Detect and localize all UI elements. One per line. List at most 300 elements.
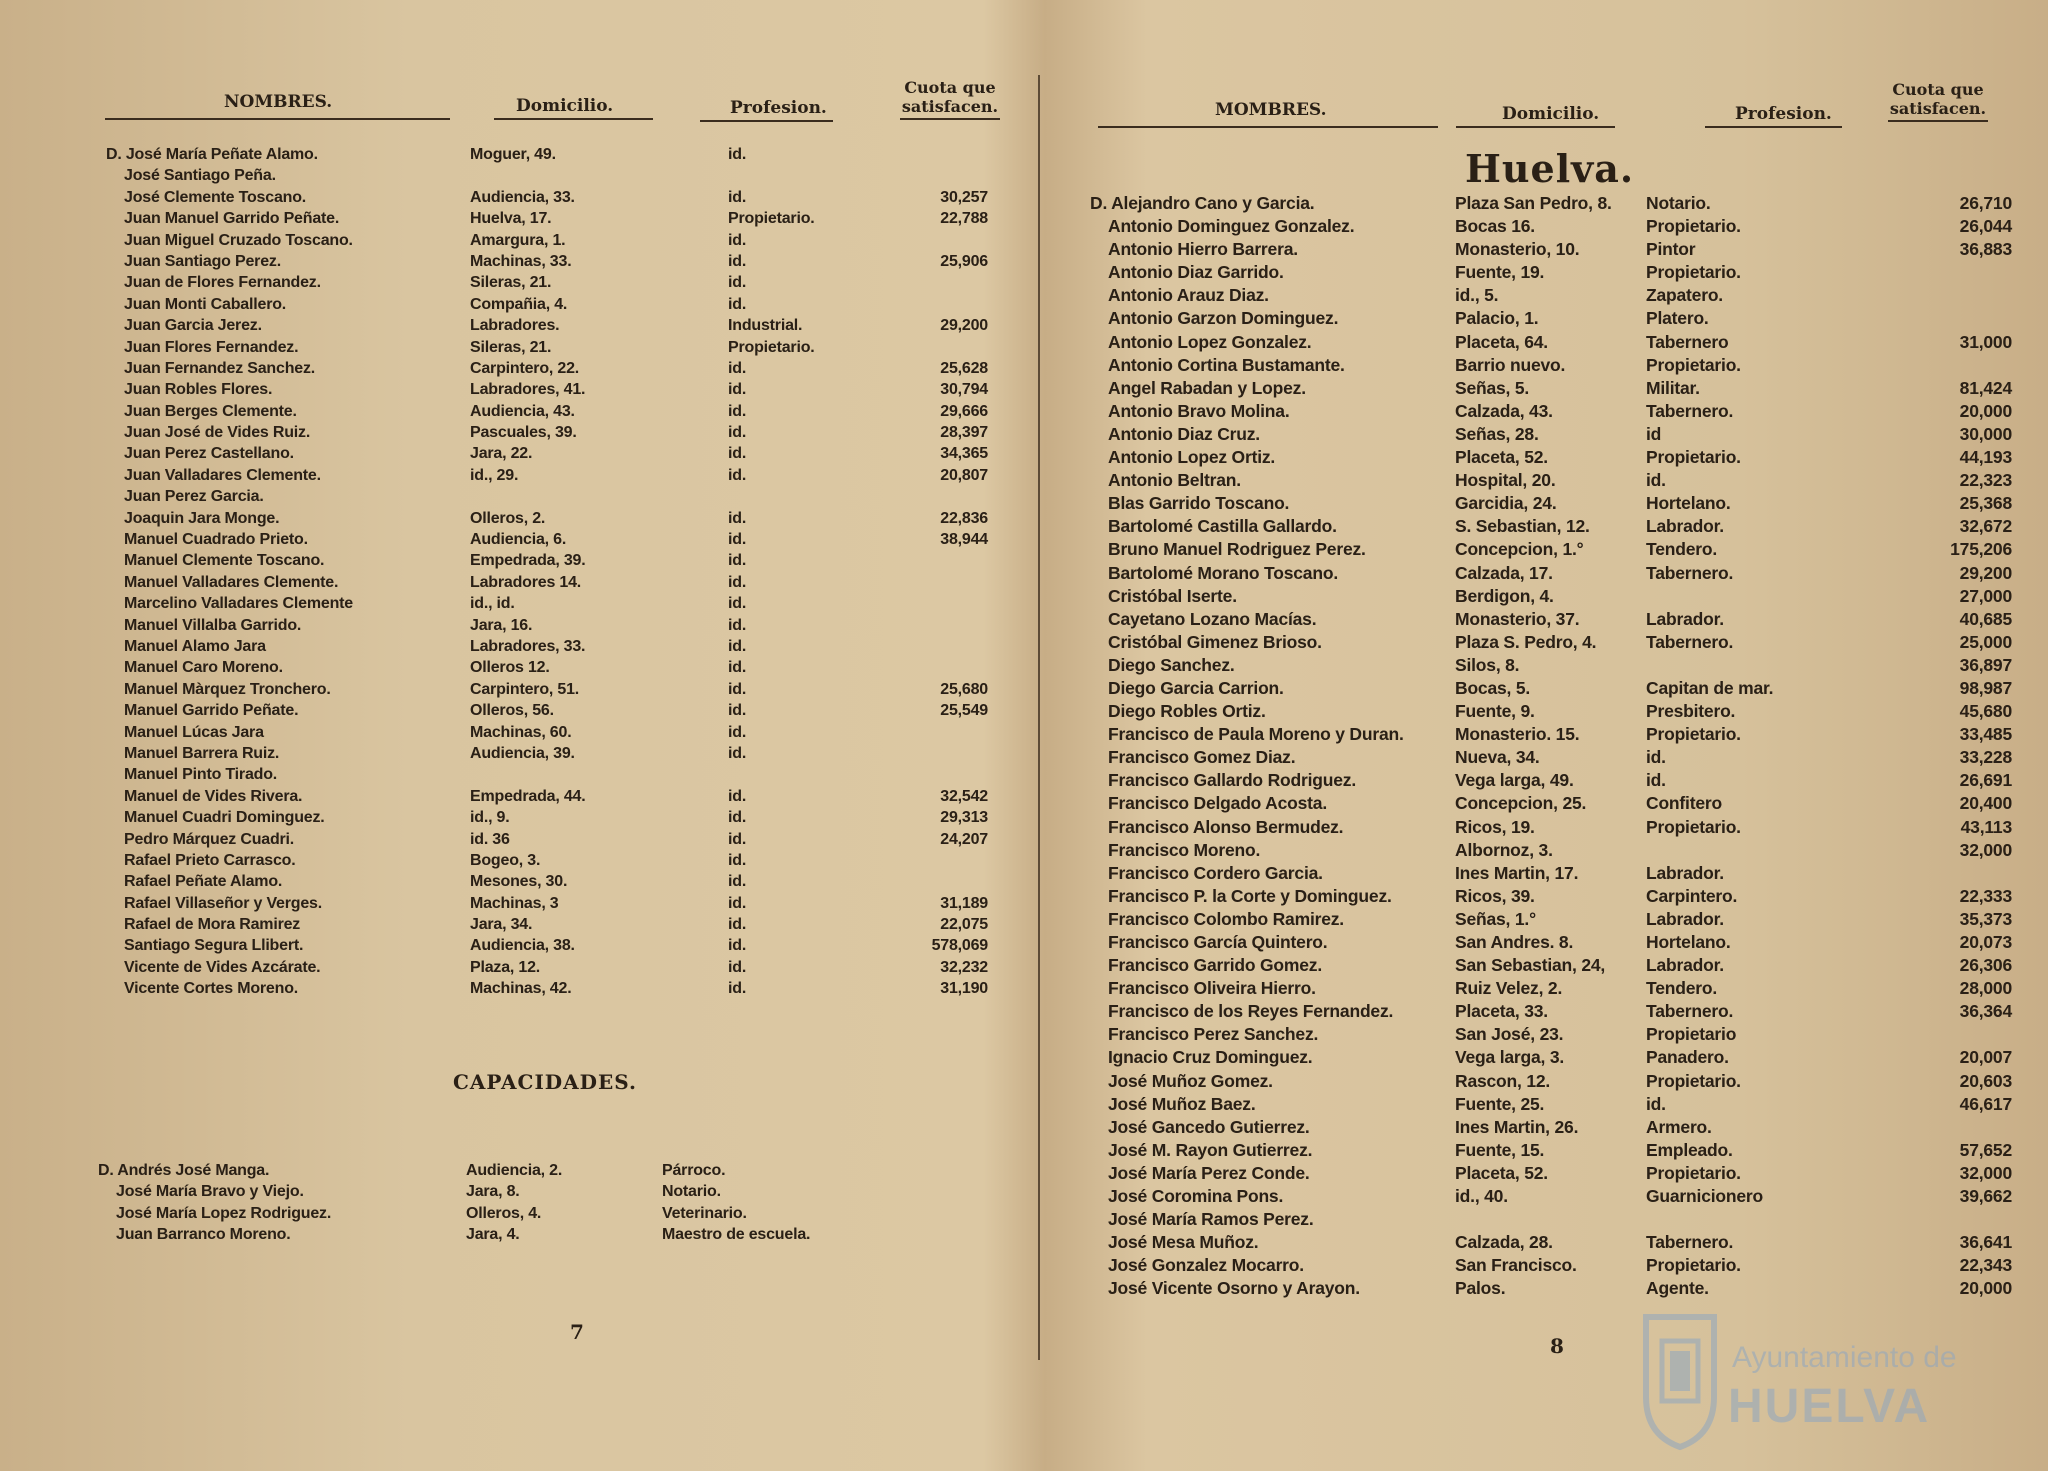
address: Hospital, 20. [1455,470,1556,491]
person-name: Diego Sanchez. [1108,654,1235,675]
person-name: Vicente Cortes Moreno. [124,980,299,998]
quota: 98,987 [1959,677,2012,698]
address: Jara, 22. [470,445,533,463]
profession: Militar. [1646,377,1700,398]
profession: id. [728,702,747,720]
address: Bogeo, 3. [470,851,541,869]
person-name: Manuel Pinto Tirado. [124,766,278,784]
address: Vega larga, 3. [1455,1047,1565,1068]
address: Garcidia, 24. [1455,493,1557,514]
address: Palacio, 1. [1455,308,1539,329]
profession: Panadero. [1646,1047,1729,1068]
person-name: Marcelino Valladares Clemente [124,595,353,613]
list-item [1030,1209,2048,1232]
person-name: Juan Santiago Perez. [124,252,281,270]
person-name: José Clemente Toscano. [124,188,307,206]
person-name: Francisco de los Reyes Fernandez. [1108,1001,1394,1022]
address: Jara, 34. [470,916,533,934]
address: San Andres. 8. [1455,932,1574,952]
quota: 45,680 [1959,701,2012,722]
address: Plaza San Pedro, 8. [1455,193,1612,213]
address: Ruiz Velez, 2. [1455,978,1563,999]
quota: 22,788 [940,210,988,228]
profession: id. [728,744,747,762]
list-item [0,381,1030,402]
profession: id. [728,958,747,976]
list-item [1030,1094,2048,1117]
address: Monasterio, 37. [1455,608,1580,629]
person-name: Antonio Diaz Cruz. [1108,423,1260,444]
profession: Tendero. [1646,539,1717,560]
quota: 36,364 [1959,1001,2012,1022]
address: Mesones, 30. [470,873,568,891]
capacidades-title: CAPACIDADES. [453,1070,637,1094]
address: San Francisco. [1455,1255,1577,1276]
person-name: José María Bravo y Viejo. [116,1183,304,1201]
header-cuota-line2: satisfacen. [901,97,999,116]
list-item [0,210,1030,231]
header-profesion: Profesion. [700,98,833,122]
profession: Tabernero. [1646,1001,1734,1022]
profession: id. [728,616,747,634]
list-item [0,1226,1030,1247]
address: Fuente, 15. [1455,1139,1545,1160]
quota: 34,365 [940,445,988,463]
header-rule [105,118,450,120]
address: Audiencia, 2. [466,1162,563,1179]
person-name: Manuel Cuadrado Prieto. [124,531,308,549]
left-list [0,146,1030,1002]
list-item [1030,308,2048,331]
profession: id. [728,873,747,891]
person-name: Francisco Alonso Bermudez. [1108,816,1344,837]
list-item [1030,401,2048,424]
profession: Tendero. [1646,978,1717,999]
address: Audiencia, 33. [470,188,575,206]
address: Jara, 16. [470,616,533,634]
person-name: José María Perez Conde. [1108,1162,1310,1183]
list-item [1030,724,2048,747]
list-item [0,339,1030,360]
quota: 29,200 [1959,562,2012,583]
address: Señas, 5. [1455,377,1530,398]
profession: id. [728,466,747,484]
list-item [1030,493,2048,516]
address: Empedrada, 44. [470,787,586,805]
quota: 22,836 [940,509,988,527]
address: Berdigon, 4. [1455,585,1554,606]
profession: Guarnicionero [1646,1186,1764,1207]
list-item [0,232,1030,253]
address: Monasterio. 15. [1455,724,1580,745]
person-name: Juan Perez Garcia. [124,488,264,506]
quota: 20,807 [940,466,988,484]
address: Empedrada, 39. [470,552,586,570]
header-domicilio: Domicilio. [494,96,653,120]
profession: Presbitero. [1646,701,1736,722]
person-name: José Gonzalez Mocarro. [1108,1255,1304,1276]
address: Calzada, 28. [1455,1232,1553,1253]
quota: 31,189 [940,894,988,912]
address: Fuente, 19. [1455,262,1545,283]
person-name: Joaquin Jara Monge. [124,509,280,527]
list-item [1030,470,2048,493]
address: Machinas, 3 [470,894,559,912]
address: Moguer, 49. [470,146,556,163]
profession: id. [728,680,747,698]
list-item [1030,978,2048,1001]
address: Audiencia, 38. [470,937,575,955]
quota: 81,424 [1959,377,2012,398]
person-name: Juan Miguel Cruzado Toscano. [124,231,353,249]
list-item [0,809,1030,830]
profession: Platero. [1646,308,1709,329]
quota: 33,228 [1959,747,2012,768]
person-name: Manuel Alamo Jara [124,637,266,655]
header-cuota-line1: Cuota que [1892,80,1984,99]
header-cuota [1888,80,1988,122]
list-item [0,895,1030,916]
profession: Propietario. [1646,354,1741,375]
address: Olleros 12. [470,659,550,677]
profession: Labrador. [1646,608,1724,629]
profession: id. [728,231,747,249]
profession: id. [728,146,747,163]
list-item [0,937,1030,958]
profession: id. [728,295,747,313]
list-item [1030,886,2048,909]
profession: Carpintero. [1646,885,1738,906]
list-item [0,702,1030,723]
address: Placeta, 52. [1455,1162,1548,1183]
profession: Capitan de mar. [1646,677,1774,698]
address: Labradores 14. [470,573,582,591]
person-name: Francisco Cordero Garcia. [1108,862,1323,883]
profession: id. [728,595,747,613]
profession: id. [728,851,747,869]
address: id. 36 [470,830,510,848]
profession: id. [728,894,747,912]
address: Bocas, 5. [1455,677,1531,698]
list-item [1030,262,2048,285]
profession: id. [728,445,747,463]
list-item [0,146,1030,167]
person-name: Francisco Perez Sanchez. [1108,1024,1319,1045]
person-name: Francisco Oliveira Hierro. [1108,978,1316,999]
address: Señas, 1.° [1455,908,1536,929]
address: Huelva, 17. [470,210,552,228]
list-item [0,595,1030,616]
quota: 22,075 [940,916,988,934]
list-item [0,296,1030,317]
address: Placeta, 64. [1455,331,1548,352]
list-item [1030,1001,2048,1024]
list-item [0,253,1030,274]
profession: id. [728,937,747,955]
quota: 32,672 [1959,516,2012,537]
address: Concepcion, 1.° [1455,539,1584,560]
list-item [1030,1117,2048,1140]
list-item [1030,378,2048,401]
address: id., 9. [470,809,510,827]
person-name: Rafael de Mora Ramirez [124,916,301,934]
watermark-line2: HUELVA [1728,1380,1931,1433]
person-name: Juan Monti Caballero. [124,295,287,313]
person-name: José M. Rayon Gutierrez. [1108,1139,1313,1160]
address: Vega larga, 49. [1455,770,1574,791]
address: Barrio nuevo. [1455,354,1566,375]
person-name: Antonio Diaz Garrido. [1108,262,1284,283]
list-item [1030,678,2048,701]
list-item [1030,701,2048,724]
profession: id. [728,659,747,677]
list-item [1030,609,2048,632]
quota: 26,691 [1959,770,2012,791]
profession: Tabernero. [1646,1232,1734,1253]
list-item [1030,863,2048,886]
profession: Tabernero. [1646,631,1734,652]
list-item [1030,817,2048,840]
address: Albornoz, 3. [1455,839,1553,860]
quota: 28,000 [1959,978,2012,999]
quota: 39,662 [1959,1186,2012,1207]
person-name: D. Alejandro Cano y Garcia. [1090,193,1315,213]
list-item [0,531,1030,552]
address: Ines Martin, 26. [1455,1116,1579,1137]
list-item [0,424,1030,445]
quota: 44,193 [1959,447,2012,468]
list-item [1030,193,2048,216]
address: id., 40. [1455,1186,1508,1207]
quota: 32,000 [1959,1162,2012,1183]
profession: id. [728,980,747,998]
list-item [1030,1071,2048,1094]
profession: id. [1646,470,1666,491]
list-item [1030,1140,2048,1163]
profession: id. [728,531,747,549]
quota: 29,666 [940,402,988,420]
person-name: Manuel Villalba Garrido. [124,616,302,634]
person-name: Cristóbal Gimenez Brioso. [1108,631,1322,652]
person-name: José Gancedo Gutierrez. [1108,1116,1310,1137]
person-name: José Coromina Pons. [1108,1186,1284,1207]
address: Silos, 8. [1455,654,1520,675]
person-name: José María Lopez Rodriguez. [116,1204,332,1222]
list-item [1030,447,2048,470]
profession: id. [728,509,747,527]
archive-watermark [1640,1305,1980,1455]
list-item [1030,955,2048,978]
address: Ricos, 19. [1455,816,1535,837]
quota: 20,000 [1959,400,2012,421]
profession: Propietario. [1646,1162,1741,1183]
person-name: Manuel Garrido Peñate. [124,702,299,720]
person-name: Antonio Bravo Molina. [1108,400,1290,421]
address: Ines Martin, 17. [1455,862,1579,883]
person-name: Vicente de Vides Azcárate. [124,958,321,976]
person-name: Antonio Beltran. [1108,470,1241,491]
list-item [1030,770,2048,793]
profession: Labrador. [1646,908,1724,929]
profession: Labrador. [1646,516,1724,537]
address: id., 29. [470,466,519,484]
address: Señas, 28. [1455,423,1539,444]
list-item [0,980,1030,1001]
profession: Propietario. [1646,816,1741,837]
header-profesion: Profesion. [1705,104,1842,128]
header-cuota [900,78,1000,120]
profession: id. [728,830,747,848]
person-name: Manuel Cuadri Dominguez. [124,809,325,827]
profession: Notario. [1646,193,1711,213]
profession: Propietario. [1646,1070,1741,1091]
person-name: Cayetano Lozano Macías. [1108,608,1317,629]
quota: 31,000 [1959,331,2012,352]
person-name: Francisco Colombo Ramirez. [1108,908,1344,929]
person-name: Angel Rabadan y Lopez. [1108,377,1306,398]
list-item [0,189,1030,210]
profession: id. [728,359,747,377]
profession: id. [728,573,747,591]
quota: 57,652 [1959,1139,2012,1160]
list-item [1030,909,2048,932]
person-name: Manuel Clemente Toscano. [124,552,325,570]
header-domicilio: Domicilio. [1456,104,1615,128]
list-item [0,617,1030,638]
list-item [1030,932,2048,955]
quota: 26,710 [1959,193,2012,213]
person-name: Juan Berges Clemente. [124,402,297,420]
list-item [1030,747,2048,770]
section-title-huelva: Huelva. [1465,146,1635,191]
capacidades-list [0,1162,1030,1248]
profession: Labrador. [1646,862,1724,883]
person-name: Juan Robles Flores. [124,381,273,399]
profession: Veterinario. [662,1204,747,1222]
list-item [1030,285,2048,308]
address: Ricos, 39. [1455,885,1535,906]
list-item [0,873,1030,894]
profession: Propietario. [1646,1255,1741,1276]
page-number-left: 7 [570,1320,584,1344]
person-name: Francisco Moreno. [1108,839,1261,860]
list-item [1030,332,2048,355]
profession: Propietario. [1646,216,1741,237]
profession: Labrador. [1646,955,1724,976]
quota: 32,000 [1959,839,2012,860]
address: Labradores, 41. [470,381,586,399]
list-item [0,360,1030,381]
quota: 46,617 [1959,1093,2012,1114]
address: Sileras, 21. [470,338,552,356]
address: Carpintero, 51. [470,680,580,698]
quota: 30,000 [1959,423,2012,444]
page-number-right: 8 [1550,1334,1564,1358]
address: S. Sebastian, 12. [1455,516,1590,537]
address: Jara, 8. [466,1183,520,1201]
person-name: D. José María Peñate Alamo. [106,146,318,163]
address: Olleros, 4. [466,1204,542,1222]
list-item [0,467,1030,488]
address: Olleros, 2. [470,509,546,527]
profession: Tabernero. [1646,400,1734,421]
list-item [0,552,1030,573]
list-item [0,638,1030,659]
list-item [0,745,1030,766]
address: Olleros, 56. [470,702,554,720]
quota: 22,323 [1959,470,2012,491]
person-name: Manuel Lúcas Jara [124,723,264,741]
profession: id. [728,916,747,934]
quota: 38,944 [940,531,988,549]
quota: 40,685 [1959,608,2012,629]
person-name: Rafael Prieto Carrasco. [124,851,296,869]
profession: Propietario [1646,1024,1737,1045]
quota: 35,373 [1959,908,2012,929]
header-nombres: MOMBRES. [1215,100,1327,120]
address: Machinas, 33. [470,252,572,270]
profession: Industrial. [728,317,803,335]
address: Labradores. [470,317,560,335]
quota: 29,313 [940,809,988,827]
list-item [0,788,1030,809]
list-item [0,724,1030,745]
profession: Tabernero [1646,331,1729,352]
quota: 25,628 [940,359,988,377]
person-name: Antonio Lopez Ortiz. [1108,447,1276,468]
profession: Armero. [1646,1116,1712,1137]
quota: 22,343 [1959,1255,2012,1276]
address: Machinas, 42. [470,980,572,998]
address: Fuente, 9. [1455,701,1535,722]
list-item [1030,586,2048,609]
address: Audiencia, 43. [470,402,575,420]
list-item [0,916,1030,937]
person-name: D. Andrés José Manga. [98,1162,270,1179]
quota: 20,000 [1959,1278,2012,1299]
person-name: Francisco Gomez Diaz. [1108,747,1296,768]
quota: 20,007 [1959,1047,2012,1068]
address: Jara, 4. [466,1226,520,1244]
address: Audiencia, 39. [470,744,575,762]
list-item [1030,216,2048,239]
quota: 32,542 [940,787,988,805]
person-name: Francisco Garrido Gomez. [1108,955,1323,976]
profession: id. [728,424,747,442]
address: Labradores, 33. [470,637,586,655]
profession: id. [728,402,747,420]
person-name: Juan de Flores Fernandez. [124,274,321,292]
person-name: Juan Perez Castellano. [124,445,294,463]
person-name: Diego Robles Ortiz. [1108,701,1266,722]
quota: 20,603 [1959,1070,2012,1091]
person-name: Pedro Márquez Cuadri. [124,830,295,848]
watermark-line1: Ayuntamiento de [1732,1341,1957,1374]
person-name: Manuel Caro Moreno. [124,659,283,677]
list-item [0,1183,1030,1204]
profession: Tabernero. [1646,562,1734,583]
quota: 32,232 [940,958,988,976]
shield-icon [1640,1311,1720,1451]
quota: 578,069 [931,937,988,955]
list-item [1030,1232,2048,1255]
person-name: Francisco P. la Corte y Dominguez. [1108,885,1392,906]
person-name: Diego Garcia Carrion. [1108,677,1284,698]
profession: Hortelano. [1646,493,1731,514]
address: Amargura, 1. [470,231,566,249]
person-name: Blas Garrido Toscano. [1108,493,1290,514]
profession: Propietario. [728,210,815,228]
